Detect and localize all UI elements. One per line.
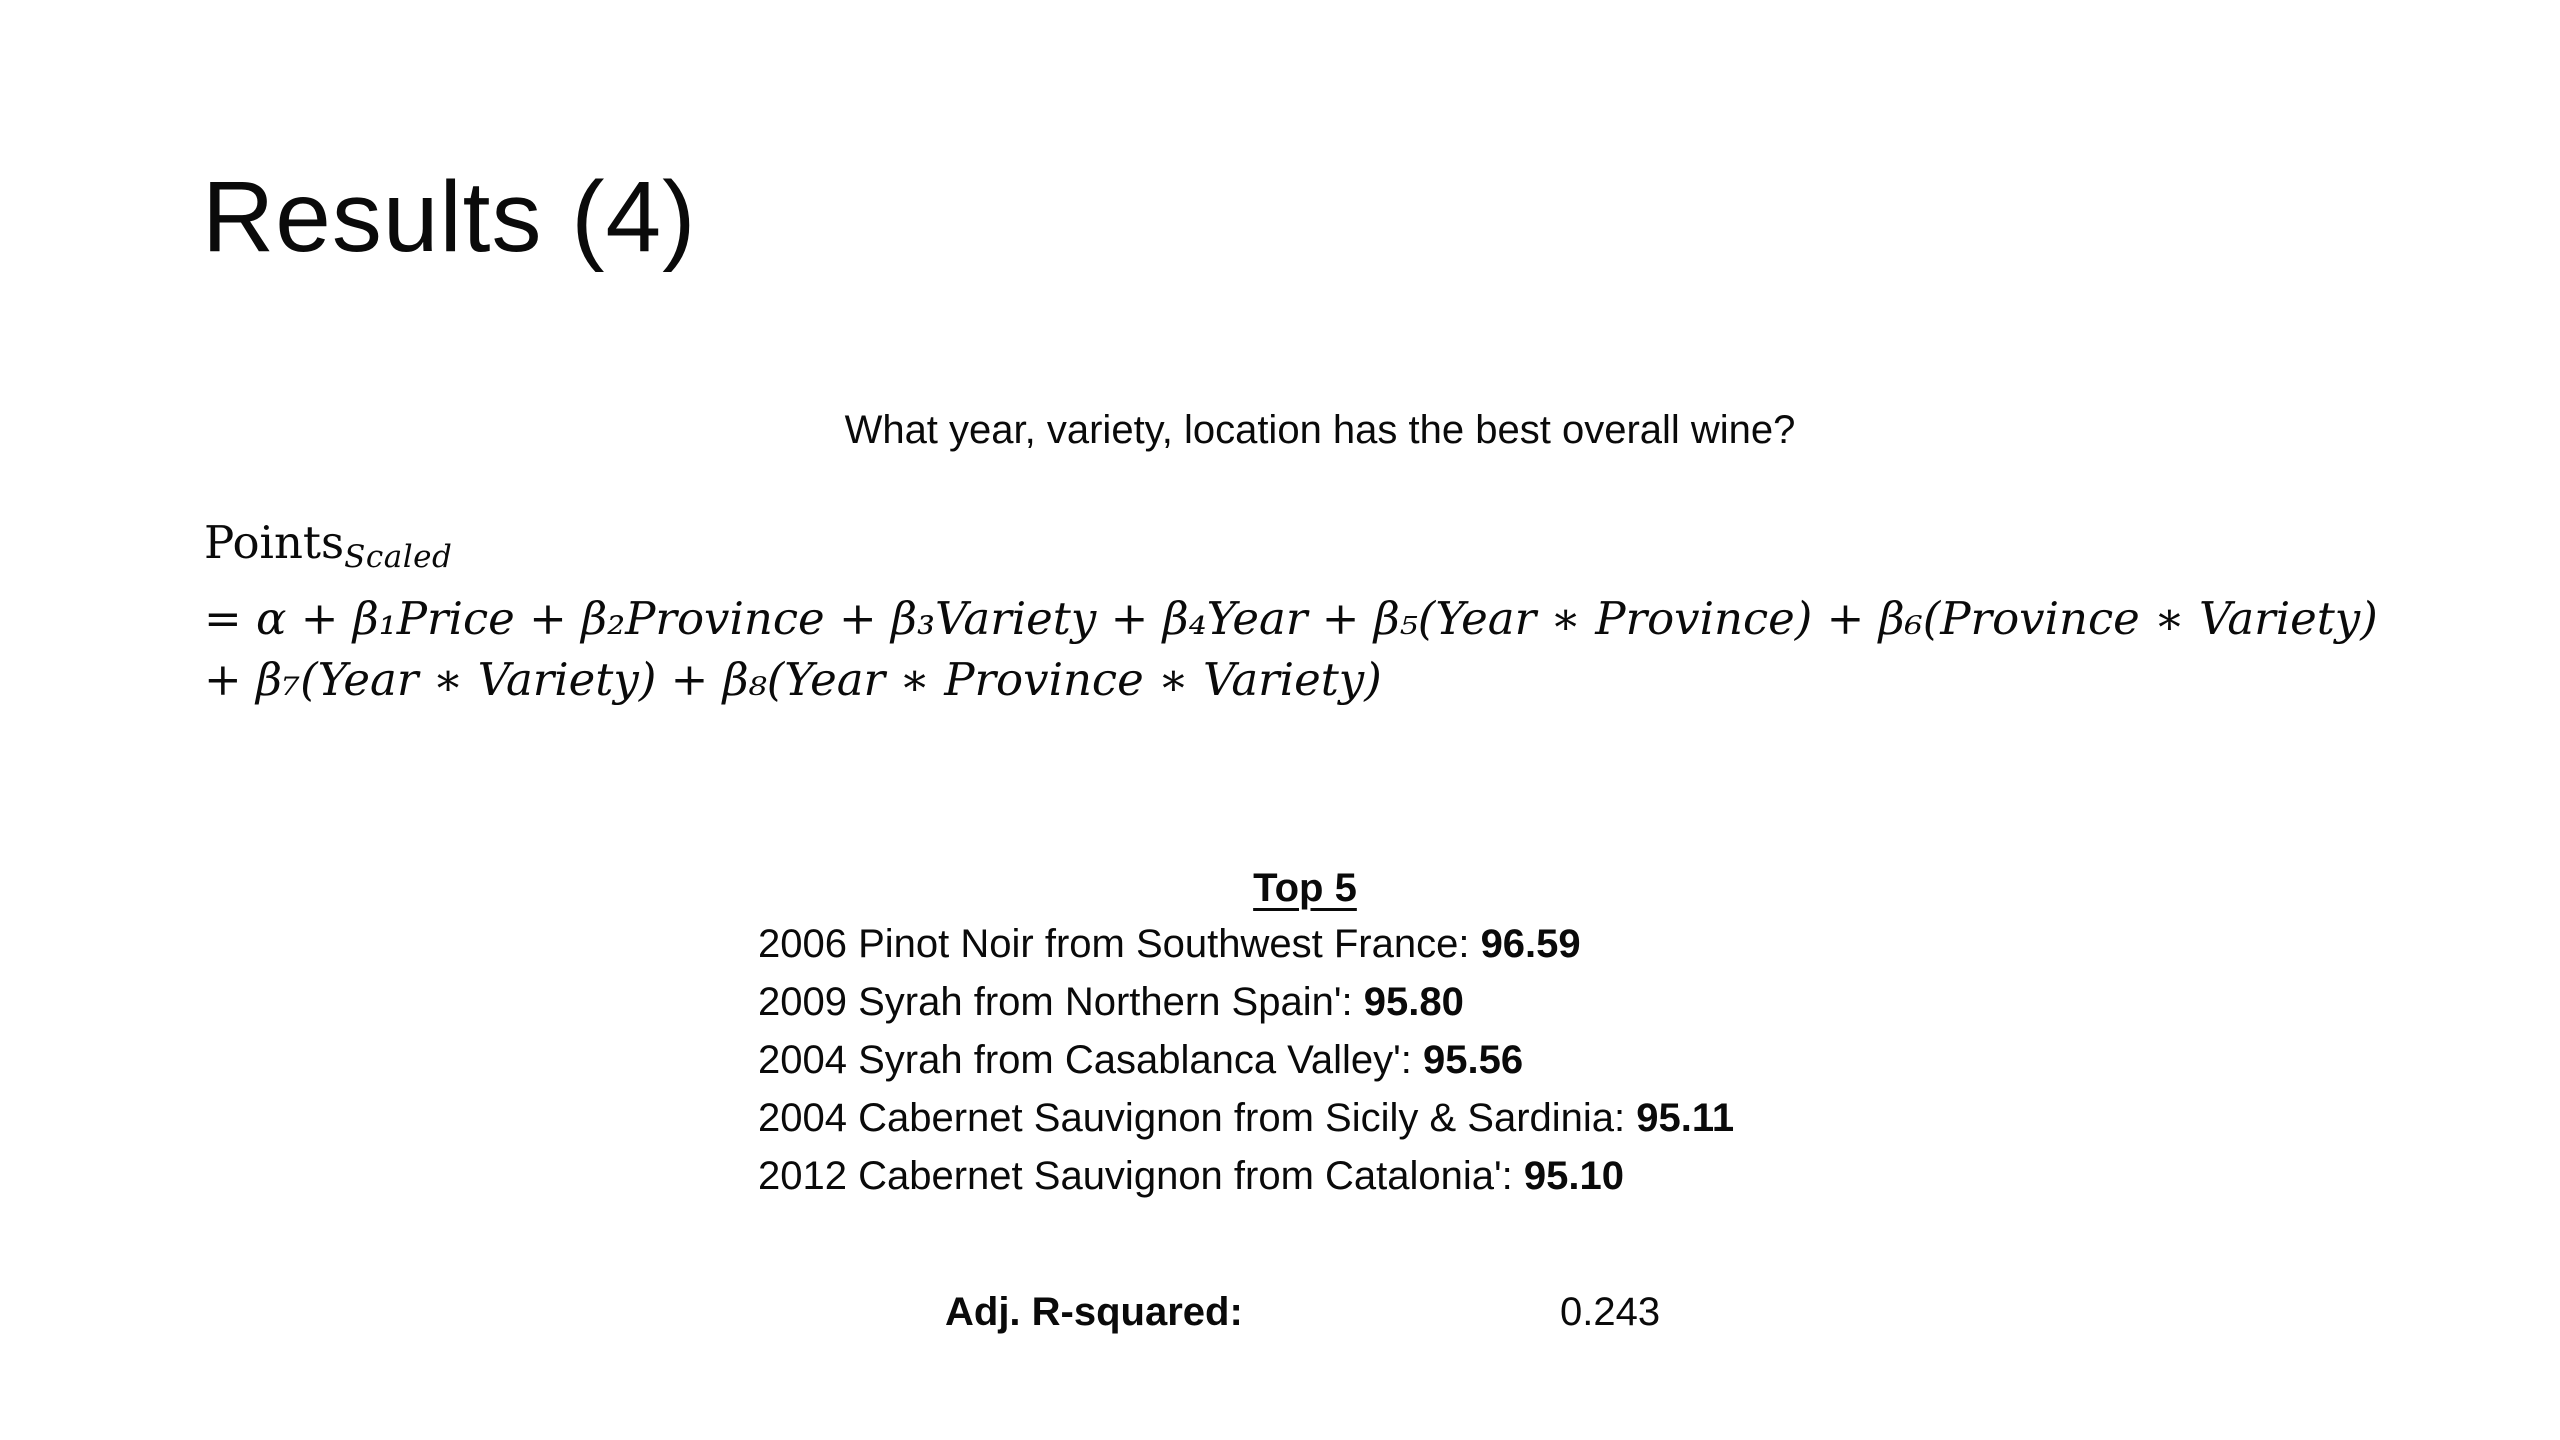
formula-line-2: = α + β₁Price + β₂Province + β₃Variety + β₄Year + β₅(Year ∗ Province) + β₆(Province ∗ Variety) [204, 592, 2378, 645]
top5-item-2 [758, 973, 1734, 1031]
top5-item-1-score: 96.59 [1480, 922, 1581, 966]
top5-list [758, 915, 1734, 1205]
formula-points-subscript: Scaled [344, 539, 453, 575]
top5-item-1 [758, 915, 1734, 973]
top5-item-5 [758, 1147, 1734, 1205]
top5-heading [25, 866, 2560, 911]
formula-points-label: Points [204, 516, 345, 569]
formula-line-3: + β₇(Year ∗ Variety) + β₈(Year ∗ Province ∗ Variety) [204, 653, 1382, 706]
formula-line-lhs [204, 512, 2378, 588]
top5-item-5-text: 2012 Cabernet Sauvignon from Catalonia': [758, 1154, 1524, 1198]
top5-item-1-text: 2006 Pinot Noir from Southwest France: [758, 922, 1481, 966]
top5-item-3 [758, 1031, 1734, 1089]
top5-heading-text: Top 5 [1253, 866, 1357, 910]
top5-item-2-score: 95.80 [1363, 980, 1464, 1024]
regression-formula [204, 512, 2378, 710]
adj-r-squared-value: 0.243 [1560, 1290, 1661, 1334]
page-title: Results (4) [202, 161, 697, 273]
top5-item-3-score: 95.56 [1423, 1038, 1524, 1082]
top5-item-4-score: 95.11 [1636, 1096, 1735, 1140]
top5-item-5-score: 95.10 [1523, 1154, 1625, 1198]
adj-r-squared-label: Adj. R-squared: [945, 1290, 1243, 1334]
top5-item-2-text: 2009 Syrah from Northern Spain': [758, 980, 1364, 1024]
top5-item-4-text: 2004 Cabernet Sauvignon from Sicily & Sardinia: [758, 1096, 1637, 1140]
top5-item-4 [758, 1089, 1734, 1147]
research-question: What year, variety, location has the best overall wine? [844, 408, 1796, 452]
top5-item-3-text: 2004 Syrah from Casablanca Valley': [758, 1038, 1424, 1082]
